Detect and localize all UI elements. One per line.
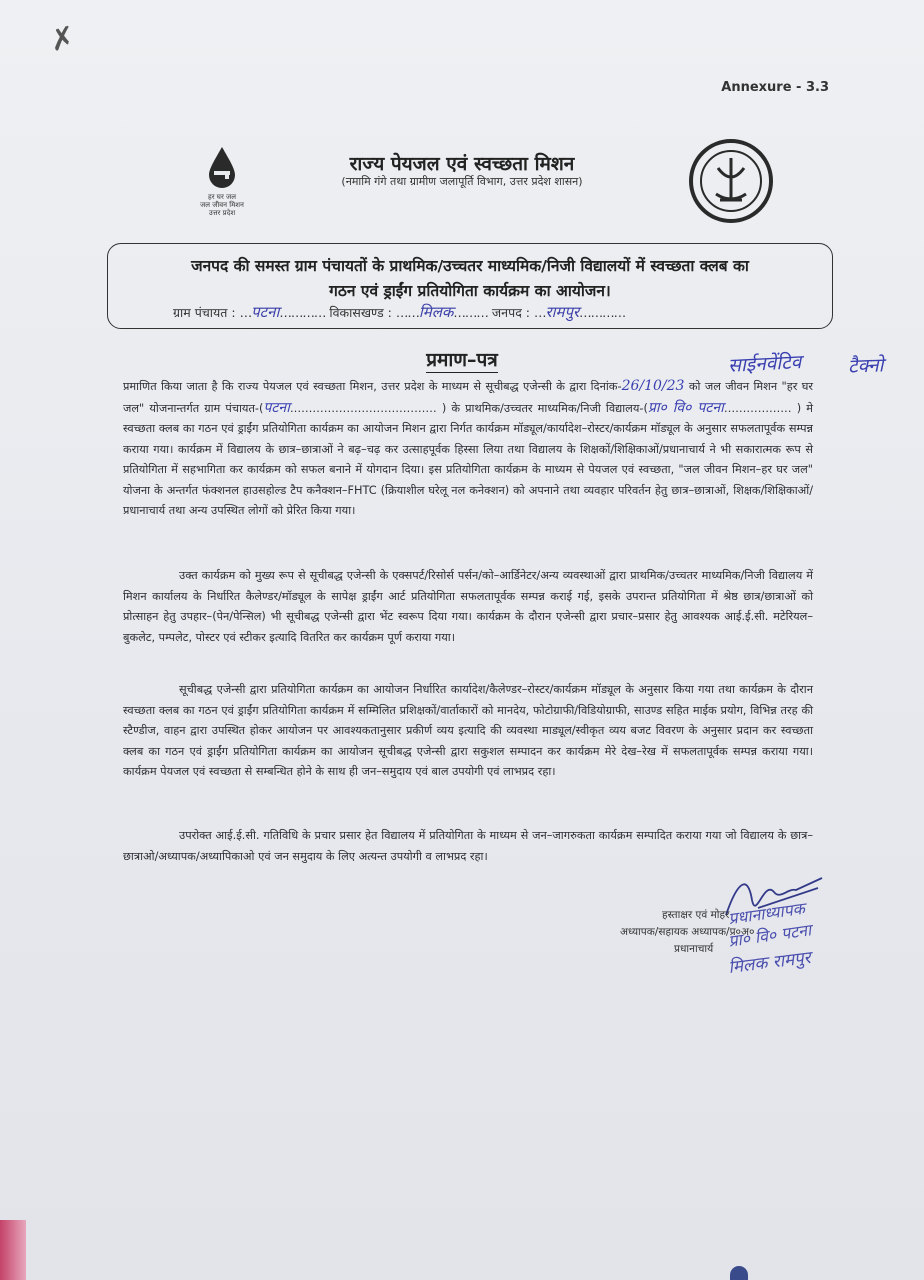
- logo-caption-1: हर घर जल: [208, 193, 236, 201]
- agency-name-handwritten-2: टैक्नो: [847, 354, 884, 378]
- block-value: मिलक: [418, 303, 454, 321]
- p1-text-e: ) मे स्वच्छता क्लब का गठन एवं ड्राईंग प्रतियोगिता कार्यक्रम का आयोजन मिशन द्वारा निर्गत कार्यक्रम मॉड्यूल/कार्यादेश–रोस्टर/कार्यक्रम मॉड्यूल के अनुसार सफलतापूर्वक सम्पन्न कराया गया। कार्यक्रम में विद्यालय के छात्र–छात्राओं ने बढ़–चढ़ कर उत्साहपूर्वक हिस्सा लिया तथा विद्यालय के शिक्षकों/शिक्षिकाओं/प्रधानाचार्य ने भी सकारात्मक रूप से प्रतियोगिता में सहभागिता कर कार्यक्रम को सफल बनाने में योगदान दिया। इस प्रतियोगिता कार्यक्रम के माध्यम से पेयजल एवं स्वच्छता, "जल जीवन मिशन–हर घर जल" योजना के अन्तर्गत फंक्शनल हाउसहोल्ड टैप कनैक्शन–FHTC (क्रियाशील घरेलू नल कनेक्शन) को अपनाने तथा व्यवहार परिवर्तन हेतु छात्र–छात्राओं, शिक्षक/शिक्षिकाओं/प्रधानाचार्य तथा अन्य उपस्थित लोगों को प्रेरित किया गया।: [123, 401, 813, 517]
- signature-label-3: प्रधानाचार्य: [674, 943, 714, 955]
- gram-panchayat-label: ग्राम पंचायत :: [173, 305, 236, 320]
- subject-line-2: गठन एवं ड्राईंग प्रतियोगिता कार्यक्रम का आयोजन।: [329, 282, 611, 300]
- stamp-line-3: मिलक रामपुर: [727, 948, 812, 978]
- background-edge: [0, 1220, 26, 1280]
- header-subtitle: (नमामि गंगे तथा ग्रामीण जलापूर्ति विभाग, उत्तर प्रदेश शासन): [341, 175, 583, 188]
- paragraph-3: सूचीबद्ध एजेन्सी द्वारा प्रतियोगिता कार्यक्रम का आयोजन निर्धारित कार्यादेश/कैलेण्डर–रोस्टर/कार्यक्रम मॉड्यूल के अनुसार किया गया तथा कार्यक्रम के दौरान स्वच्छता क्लब का गठन एवं ड्राईंग प्रतियोगिता कार्यक्रम में सम्मिलित प्रशिक्षकों/वार्ताकारों को मानदेय, फोटोग्राफी/विडियोग्राफी, साउण्ड सहित माईक प्रयोग, विभिन्न तरह की स्टैण्डीज, वाहन द्वारा उपस्थित होकर आयोजन पर आवश्यकतानुसार प्रकीर्ण व्यय इत्यादि की व्यवस्था माड्यूल/स्वीकृत व्यय बजट विवरण के अनुसार प्रदान कर स्वच्छता क्लब का गठन एवं ड्राईंग प्रतियोगिता कार्यक्रम का आयोजन सूचीबद्ध एजेन्सी द्वारा सकुशल सम्पादन कर कार्यक्रम मेरे देख–रेख में सफलतापूर्वक सम्पन्न कराया गया। कार्यक्रम पेयजल एवं स्वच्छता से सम्बन्धित होने के साथ ही जन–समुदाय एवं बाल उपयोगी एवं लाभप्रद रहा।: [123, 683, 813, 778]
- subject-line-1: जनपद की समस्त ग्राम पंचायतों के प्राथमिक/उच्चतर माध्यमिक/निजी विद्यालयों में स्वच्छता क्लब का: [191, 257, 749, 275]
- district-value: रामपुर: [545, 303, 580, 321]
- logo-caption-3: उत्तर प्रदेश: [208, 209, 236, 217]
- annexure-label: Annexure - 3.3: [721, 80, 829, 95]
- program-date: 26/10/23: [621, 378, 685, 394]
- header-title: राज्य पेयजल एवं स्वच्छता मिशन: [349, 153, 575, 175]
- block-label: विकासखण्ड :: [329, 305, 392, 320]
- subject-box: [107, 243, 833, 329]
- gram-panchayat-value: पटना: [251, 303, 280, 321]
- background-object: [730, 1266, 748, 1280]
- signature-label-1: हस्ताक्षर एवं मोहर: [662, 909, 730, 921]
- p1-text-c: को जल जीवन मिशन "हर घर जल" योजनान्तर्गत ग्राम पंचायत-(: [123, 380, 814, 415]
- p1-text-d: ) के प्राथमिक/उच्चतर माध्यमिक/निजी विद्यालय-(: [441, 401, 648, 415]
- handwritten-mark: ✗: [46, 19, 79, 60]
- certificate-title: प्रमाण–पत्र: [426, 349, 498, 371]
- school-name: प्रा० वि० पटना: [647, 399, 724, 416]
- stamp-line-1: प्रधानाध्यापक: [727, 898, 806, 929]
- signature-block: [600, 870, 860, 990]
- location-line: ग्राम पंचायत : …पटना………… विकासखण्ड : ……मिलक……… जनपद : …रामपुर…………: [173, 303, 626, 321]
- village-name: पटना: [263, 399, 290, 416]
- agency-name-handwritten: साईनवेंटिव: [727, 351, 802, 377]
- p1-text-a: प्रमाणित किया जाता है कि राज्य पेयजल एवं स्वच्छता मिशन, उत्तर प्रदेश के माध्यम से सूचीबद्ध एजेन्सी: [123, 380, 552, 393]
- p1-text-b: के द्वारा दिनांक-: [556, 380, 622, 393]
- paragraph-1: प्रमाणित किया जाता है कि राज्य पेयजल एवं स्वच्छता मिशन, उत्तर प्रदेश के माध्यम से सूचीबद्ध एजेन्सी के द्वारा दिनांक-26/10/23 को जल जीवन मिशन "हर घर जल" योजनान्तर्गत ग्राम पंचायत-(पटना………………………………… ) के प्राथमिक/उच्चतर माध्यमिक/निजी विद्यालय-(प्रा० वि० पटना……………… ) मे स्वच्छता क्लब का गठन एवं ड्राईंग प्रतियोगिता कार्यक्रम का आयोजन मिशन द्वारा निर्गत कार्यक्रम मॉड्यूल/कार्यादेश–रोस्टर/कार्यक्रम मॉड्यूल के अनुसार सफलतापूर्वक सम्पन्न कराया गया। कार्यक्रम में विद्यालय के छात्र–छात्राओं ने बढ़–चढ़ कर उत्साहपूर्वक हिस्सा लिया तथा विद्यालय के शिक्षकों/शिक्षिकाओं/प्रधानाचार्य ने भी सकारात्मक रूप से प्रतियोगिता में सहभागिता कर कार्यक्रम को सफल बनाने में योगदान दिया। इस प्रतियोगिता कार्यक्रम के माध्यम से पेयजल एवं स्वच्छता, "जल जीवन मिशन–हर घर जल" योजना के अन्तर्गत फंक्शनल हाउसहोल्ड टैप कनैक्शन–FHTC (क्रियाशील घरेलू नल कनेक्शन) को अपनाने तथा व्यवहार परिवर्तन हेतु छात्र–छात्राओं, शिक्षक/शिक्षिकाओं/प्रधानाचार्य तथा अन्य उपस्थित लोगों को प्रेरित किया गया।: [123, 378, 814, 517]
- paragraph-4: उपरोक्त आई.ई.सी. गतिविधि के प्रचार प्रसार हेत विद्यालय में प्रतियोगिता के माध्यम से जन–जागरुकता कार्यक्रम सम्पादित कराया गया जो विद्यालय के छात्र–छात्राओ/अध्यापक/अध्यापिकाओ एवं जन समुदाय के लिए अत्यन्त उपयोगी व लाभप्रद रहा।: [123, 829, 813, 863]
- paragraph-2: उक्त कार्यक्रम को मुख्य रूप से सूचीबद्ध एजेन्सी के एक्सपर्ट/रिसोर्स पर्सन/को–आर्डिनेटर/अन्य व्यवस्थाओं द्वारा प्राथमिक/उच्चतर माध्यमिक/निजी विद्यालय में मिशन कार्यालय के निर्धारित कैलेण्डर/मॉड्यूल के सापेक्ष ड्राईंग आर्ट प्रतियोगिता सफलतापूर्वक सम्पन्न कराई गई, इसके उपरान्त प्रतियोगिता में श्रेष्ठ छात्र/छात्राओं को प्रोत्साहन हेतु उपहार–(पेन/पेन्सिल) भी सूचीबद्ध एजेन्सी द्वारा भेंट स्वरूप दिया गया। कार्यक्रम के दौरान एजेन्सी द्वारा प्रचार–प्रसार हेतु आवश्यक आई.ई.सी. मटेरियल–बुकलेट, पम्पलेट, पोस्टर एवं स्टीकर इत्यादि वितरित कर कार्यक्रम पूर्ण कराया गया।: [123, 569, 813, 644]
- signature-label-2: अध्यापक/सहायक अध्यापक/प्र०अ०: [620, 926, 755, 938]
- district-label: जनपद :: [491, 305, 531, 320]
- stamp-line-2: प्रा० वि० पटना: [727, 920, 813, 951]
- logo-caption-2: जल जीवन मिशन: [200, 201, 244, 209]
